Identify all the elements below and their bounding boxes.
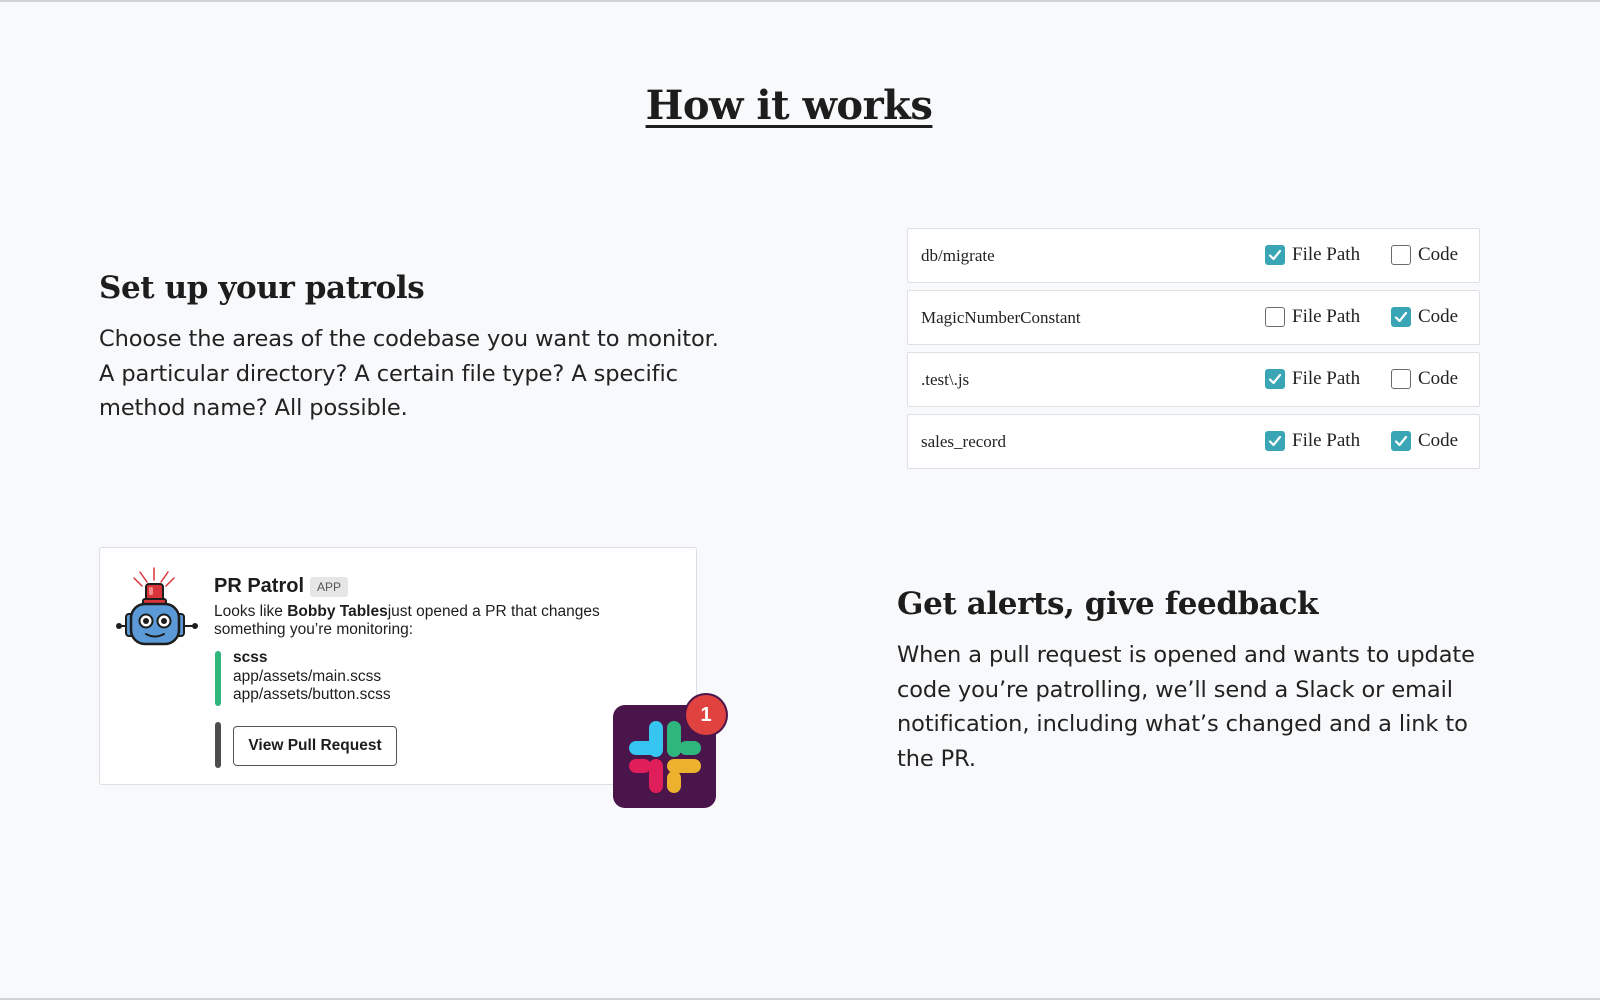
code-checkbox[interactable] (1391, 431, 1411, 451)
slack-message-card (99, 547, 697, 785)
file-path-option[interactable] (1265, 367, 1360, 391)
code-option[interactable] (1391, 429, 1458, 453)
code-checkbox[interactable] (1391, 369, 1411, 389)
file-path-label: File Path (1292, 306, 1361, 327)
patrol-pattern: .test\.js (921, 370, 970, 389)
code-option[interactable] (1391, 305, 1458, 329)
setup-description: Choose the areas of the codebase you want to monitor. A particular directory? A certain file type? A specific method name? All possible. (99, 326, 719, 421)
file-path-checkbox[interactable] (1265, 307, 1285, 327)
code-option[interactable] (1391, 243, 1458, 267)
file-path-checkbox[interactable] (1265, 369, 1285, 389)
app-badge: APP (310, 577, 348, 597)
changed-file: app/assets/button.scss (233, 686, 391, 703)
notification-badge: 1 (686, 695, 726, 735)
file-path-checkbox[interactable] (1265, 431, 1285, 451)
file-path-checkbox[interactable] (1265, 245, 1285, 265)
code-label: Code (1418, 430, 1459, 451)
file-path-label: File Path (1292, 430, 1361, 451)
patrol-rule-row (907, 290, 1480, 345)
patrol-pattern: db/migrate (921, 246, 995, 265)
code-label: Code (1418, 244, 1459, 265)
attachment-accent-bar (215, 651, 221, 706)
alerts-description: When a pull request is opened and wants to update code you’re patrolling, we’ll send a Slack or email notification, including what’s changed and a link to the PR. (897, 642, 1475, 772)
message-text (214, 603, 634, 639)
changed-files-attachment (233, 649, 391, 705)
view-pull-request-button[interactable]: View Pull Request (233, 726, 397, 766)
message-prefix: Looks like (214, 603, 288, 620)
code-option[interactable] (1391, 367, 1458, 391)
robot-avatar-icon (116, 566, 200, 648)
app-name: PR Patrol (214, 575, 305, 597)
patrol-rule-row (907, 352, 1480, 407)
code-label: Code (1418, 306, 1459, 327)
message-user: Bobby Tables (287, 603, 388, 620)
action-accent-bar (215, 722, 221, 768)
message-suffix: just opened a PR that changes something you’re monitoring: (214, 603, 600, 638)
patrol-rule-row (907, 228, 1480, 283)
page-title: How it works (645, 82, 933, 129)
alerts-title: Get alerts, give feedback (897, 586, 1319, 622)
patrol-pattern: MagicNumberConstant (921, 308, 1081, 327)
file-path-option[interactable] (1265, 243, 1360, 267)
file-path-option[interactable] (1265, 429, 1360, 453)
file-path-label: File Path (1292, 244, 1361, 265)
file-path-option[interactable] (1265, 305, 1360, 329)
repo-name: scss (233, 649, 268, 666)
patrol-rule-row (907, 414, 1480, 469)
patrol-pattern: sales_record (921, 432, 1006, 451)
setup-title: Set up your patrols (99, 270, 425, 306)
changed-file: app/assets/main.scss (233, 667, 382, 685)
code-checkbox[interactable] (1391, 307, 1411, 327)
code-label: Code (1418, 368, 1459, 389)
patrol-rules-list (907, 228, 1480, 476)
top-divider (0, 0, 1600, 2)
code-checkbox[interactable] (1391, 245, 1411, 265)
file-path-label: File Path (1292, 368, 1361, 389)
